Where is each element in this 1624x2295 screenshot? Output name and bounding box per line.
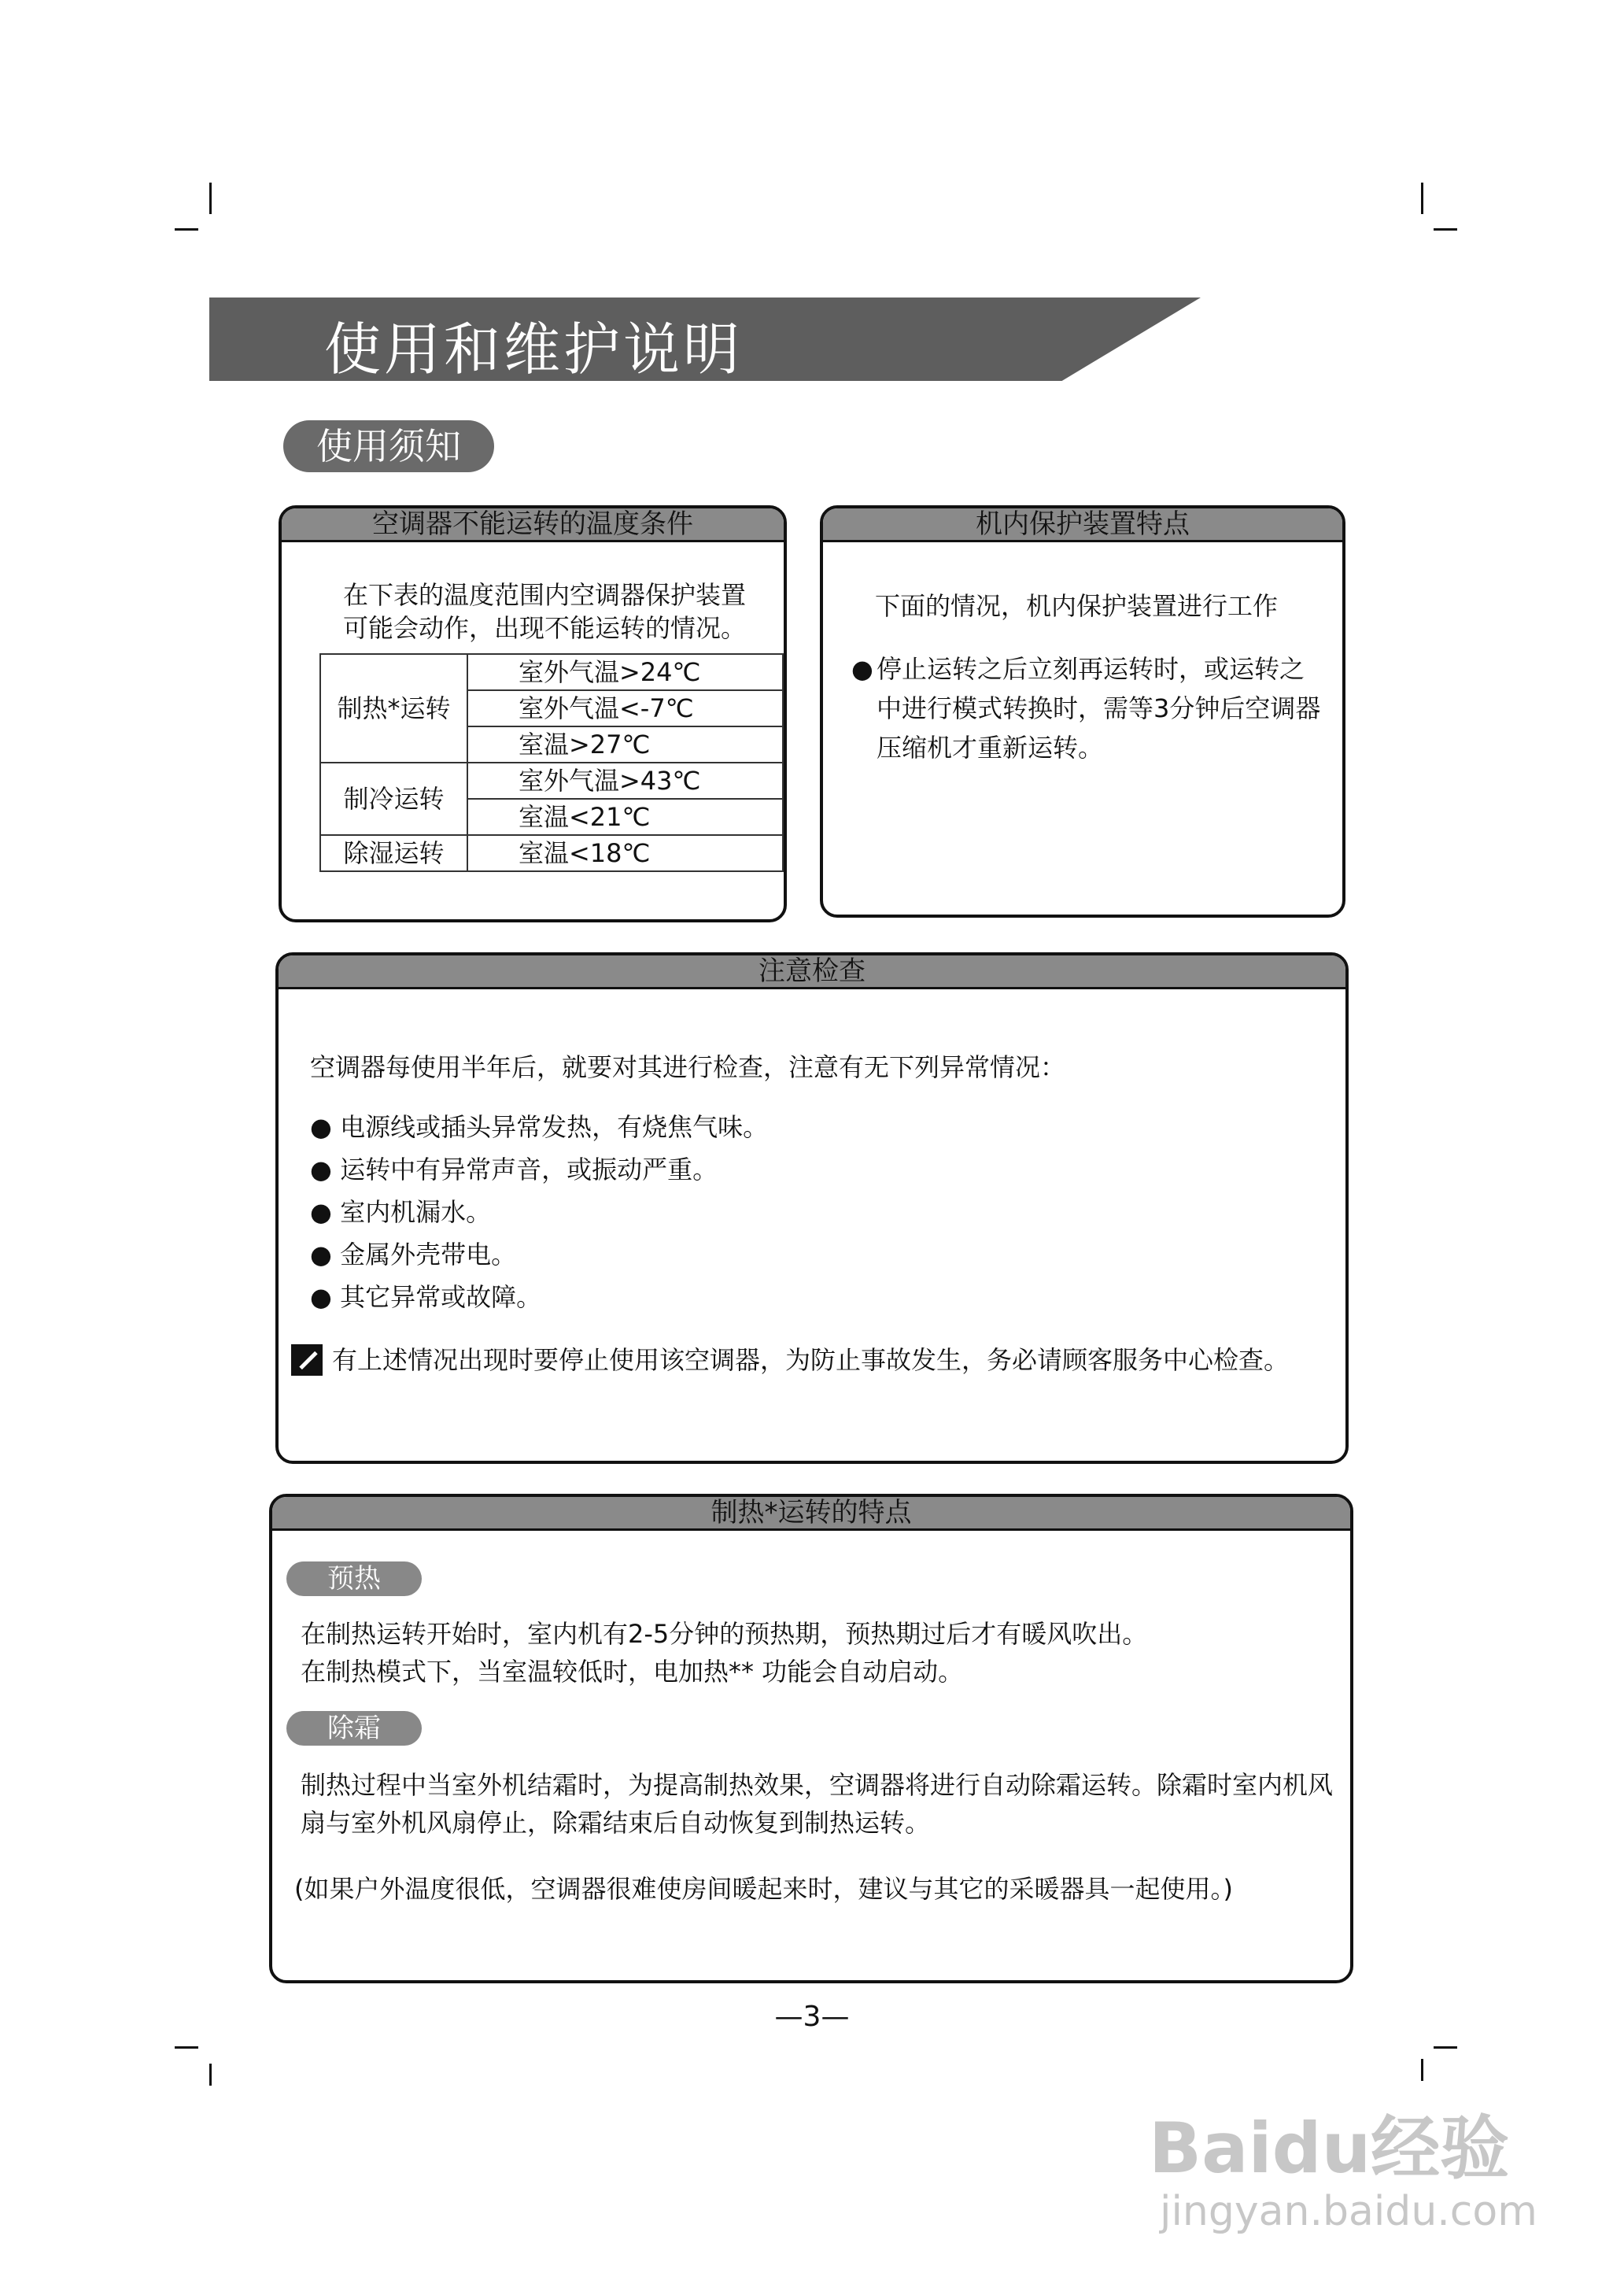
protection-bullet-line: 中进行模式转换时，需等3分钟后空调器 — [877, 693, 1321, 723]
page-number: —3— — [774, 2001, 850, 2033]
heating-features-box — [269, 1494, 1353, 1983]
list-item-text: 其它异常或故障。 — [340, 1282, 542, 1312]
heating-box-title: 制热*运转的特点 — [272, 1497, 1350, 1531]
temp-conditions-box — [279, 505, 787, 922]
list-item-text: 室内机漏水。 — [340, 1197, 492, 1227]
inspection-box — [275, 952, 1349, 1464]
crop-mark — [209, 183, 212, 214]
list-item: ● 室内机漏水。 — [310, 1197, 492, 1227]
temp-intro-line: 可能会动作，出现不能运转的情况。 — [343, 613, 747, 643]
inspection-note: 有上述情况出现时要停止使用该空调器，为防止事故发生，务必请顾客服务中心检查。 — [332, 1345, 1290, 1375]
watermark-logo: Baidu经验 — [1149, 2108, 1510, 2189]
crop-mark — [1421, 183, 1423, 214]
table-cell-mode: 除湿运转 — [320, 835, 467, 871]
bullet-icon: ● — [851, 654, 873, 684]
page-title: 使用和维护说明 — [324, 316, 744, 382]
table-cell-cond: 室温<21℃ — [467, 799, 783, 835]
protection-intro: 下面的情况，机内保护装置进行工作 — [875, 591, 1279, 621]
list-item: ● 其它异常或故障。 — [310, 1282, 542, 1312]
table-cell-cond: 室外气温>24℃ — [467, 654, 783, 690]
list-item: ● 金属外壳带电。 — [310, 1240, 517, 1269]
temp-table — [319, 653, 784, 872]
inspection-intro: 空调器每使用半年后，就要对其进行检查，注意有无下列异常情况： — [310, 1052, 1066, 1082]
list-item-text: 运转中有异常声音，或振动严重。 — [340, 1155, 718, 1184]
crop-mark — [1434, 228, 1457, 231]
crop-mark — [175, 2046, 198, 2049]
crop-mark — [175, 228, 198, 231]
crop-mark — [1434, 2046, 1457, 2049]
table-cell-cond: 室外气温<-7℃ — [467, 690, 783, 726]
preheat-line: 在制热模式下，当室温较低时，电加热** 功能会自动启动。 — [301, 1657, 964, 1687]
defrost-line: 制热过程中当室外机结霜时，为提高制热效果，空调器将进行自动除霜运转。除霜时室内机风 — [301, 1770, 1334, 1800]
list-item-text: 金属外壳带电。 — [340, 1240, 517, 1269]
defrost-line: 扇与室外机风扇停止，除霜结束后自动恢复到制热运转。 — [301, 1808, 931, 1838]
crop-mark — [209, 2064, 212, 2086]
protection-box — [820, 505, 1345, 918]
list-item: ● 运转中有异常声音，或振动严重。 — [310, 1155, 718, 1184]
preheat-label: 预热 — [286, 1561, 422, 1596]
watermark-url: jingyan.baidu.com — [1160, 2188, 1537, 2235]
table-cell-cond: 室温>27℃ — [467, 726, 783, 763]
list-item-text: 电源线或插头异常发热，有烧焦气味。 — [340, 1112, 769, 1142]
temp-box-title: 空调器不能运转的温度条件 — [282, 508, 784, 542]
table-cell-cond: 室外气温>43℃ — [467, 763, 783, 799]
protection-box-title: 机内保护装置特点 — [823, 508, 1342, 542]
table-cell-mode: 制冷运转 — [320, 763, 467, 835]
crop-mark — [1421, 2059, 1423, 2081]
list-item: ● 电源线或插头异常发热，有烧焦气味。 — [310, 1112, 769, 1142]
protection-bullet-line: 压缩机才重新运转。 — [877, 733, 1104, 763]
table-cell-cond: 室温<18℃ — [467, 835, 783, 871]
protection-bullet-line: 停止运转之后立刻再运转时，或运转之 — [877, 654, 1305, 684]
defrost-label: 除霜 — [286, 1711, 422, 1746]
temp-intro-line: 在下表的温度范围内空调器保护装置 — [343, 580, 747, 610]
inspection-box-title: 注意检查 — [279, 955, 1345, 989]
heating-footnote: (如果户外温度很低，空调器很难使房间暖起来时，建议与其它的采暖器具一起使用。) — [294, 1874, 1233, 1904]
note-pencil-icon — [291, 1344, 323, 1376]
preheat-line: 在制热运转开始时，室内机有2-5分钟的预热期，预热期过后才有暖风吹出。 — [301, 1619, 1148, 1649]
section-label: 使用须知 — [283, 420, 494, 472]
table-cell-mode: 制热*运转 — [320, 654, 467, 763]
